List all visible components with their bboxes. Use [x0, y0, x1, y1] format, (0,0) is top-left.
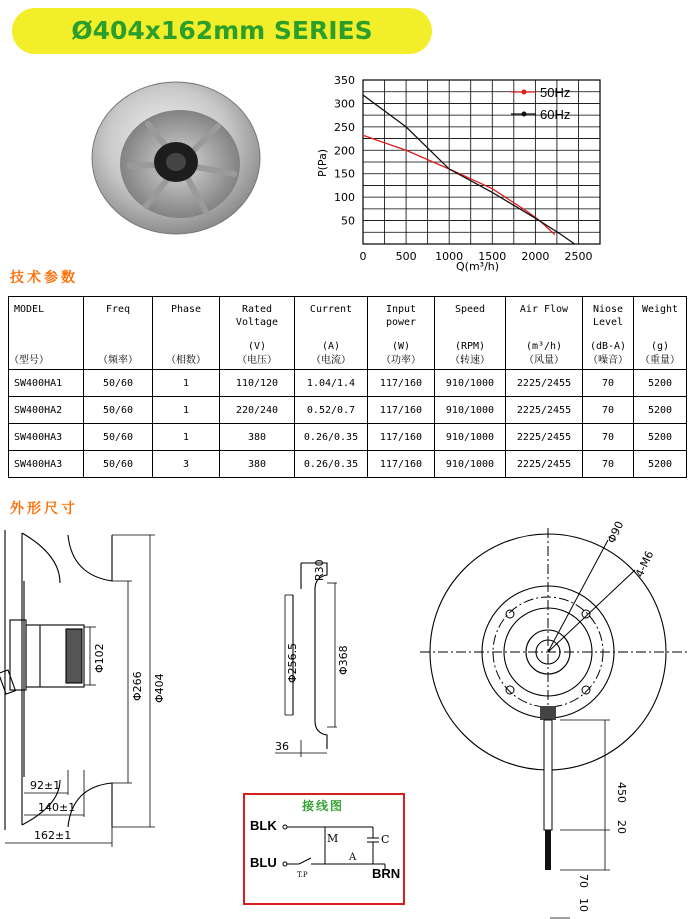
- y-tick-label: 100: [334, 191, 355, 205]
- y-tick-label: 300: [334, 97, 355, 111]
- dim-36: 36: [275, 740, 289, 753]
- chart-x-label: Q(m³/h): [456, 260, 500, 273]
- header-current: Current (A) （电流）: [295, 297, 368, 370]
- dim-m6: 4-M6: [632, 548, 657, 580]
- y-tick-label: 200: [334, 144, 355, 158]
- table-row: SW400HA3 50/60 1 380 0.26/0.35 117/160 910/1000 2225/2455 70 5200: [9, 424, 687, 451]
- spec-header-row: [9, 297, 687, 370]
- x-tick-label: 1000: [435, 250, 464, 263]
- wiring-blk: BLK: [250, 818, 277, 833]
- performance-chart: [318, 72, 618, 277]
- x-tick-label: 0: [359, 250, 367, 263]
- y-tick-label: 150: [334, 167, 355, 181]
- front-view-drawing: [420, 520, 688, 919]
- x-tick-label: 1500: [478, 250, 507, 263]
- dim-d90: Φ90: [604, 519, 627, 546]
- y-tick-label: 50: [341, 214, 355, 228]
- legend-60hz: 60Hz: [540, 107, 571, 122]
- section-title-tech: 技术参数: [10, 270, 78, 286]
- chart-y-label: P(Pa): [316, 148, 329, 177]
- x-tick-label: 2000: [521, 250, 550, 263]
- spec-table: [8, 296, 687, 478]
- dim-450: 450: [615, 782, 628, 803]
- y-tick-label: 350: [334, 74, 355, 87]
- dim-d404: Φ404: [153, 673, 166, 703]
- table-row: SW400HA2 50/60 1 220/240 0.52/0.7 117/160 910/1000 2225/2455 70 5200: [9, 397, 687, 424]
- chart-grid: [363, 80, 600, 244]
- dim-r30: R30: [313, 559, 326, 581]
- legend-50hz: 50Hz: [540, 85, 571, 100]
- dim-70: 70: [577, 874, 590, 888]
- side-view-drawing: [0, 525, 175, 855]
- wiring-blu: BLU: [250, 855, 277, 870]
- table-row: SW400HA1 50/60 1 110/120 1.04/1.4 117/160 910/1000 2225/2455 70 5200: [9, 370, 687, 397]
- chart-y-ticks: [334, 74, 355, 228]
- dim-10: 10: [577, 898, 590, 912]
- x-tick-label: 500: [395, 250, 417, 263]
- dim-92: 92±1: [30, 779, 61, 792]
- dim-d256: Φ256.5: [286, 642, 299, 683]
- dim-d266: Φ266: [131, 671, 144, 701]
- legend-60hz-marker: [522, 112, 527, 117]
- wiring-a: A: [349, 852, 357, 863]
- inlet-ring-drawing: [265, 555, 355, 765]
- wiring-m: M: [327, 832, 339, 845]
- dim-d368: Φ368: [337, 645, 350, 675]
- header-noise: Niose Level (dB-A) （噪音）: [583, 297, 634, 370]
- header-freq: Freq （频率）: [84, 297, 153, 370]
- series-title: Ø404x162mm SERIES: [71, 16, 373, 45]
- header-speed: Speed (RPM) （转速）: [435, 297, 506, 370]
- dim-162: 162±1: [34, 829, 72, 842]
- header-power: Input power (W) （功率）: [368, 297, 435, 370]
- header-voltage: Rated Voltage (V) （电压）: [220, 297, 295, 370]
- table-row: SW400HA3 50/60 3 380 0.26/0.35 117/160 910/1000 2225/2455 70 5200: [9, 451, 687, 478]
- y-tick-label: 250: [334, 120, 355, 134]
- header-airflow: Air Flow (m³/h) （风量）: [506, 297, 583, 370]
- section-title-outline: 外形尺寸: [10, 501, 78, 517]
- legend-50hz-marker: [522, 90, 527, 95]
- fan-photo: [88, 74, 264, 238]
- dim-20: 20: [615, 820, 628, 834]
- wiring-tp: T.P: [297, 871, 308, 879]
- wiring-brn: BRN: [372, 866, 401, 881]
- dim-d102: Φ102: [93, 643, 106, 673]
- wiring-c: C: [381, 833, 390, 846]
- x-tick-label: 2500: [564, 250, 593, 263]
- dim-140: 140±1: [38, 801, 76, 814]
- header-model: MODEL （型号）: [9, 297, 84, 370]
- header-weight: Weight (g) （重量）: [634, 297, 687, 370]
- header-phase: Phase （相数）: [153, 297, 220, 370]
- wiring-title: 接线图: [302, 799, 345, 813]
